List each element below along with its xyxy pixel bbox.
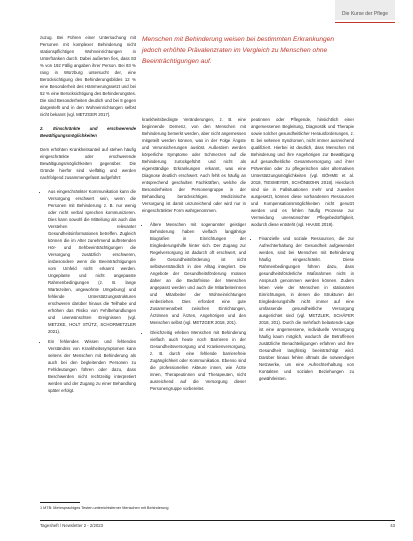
list-item: • Ältere Menschen mit sogenannter geistiger Behinderung haben vielfach langjährige Biografien in Einrichtungen der Eingliederungshilfe hinter sich. Der Zugang zur Regelversorgung ist dadurch oft erschwert, und die Gesundheitsförderung ist nicht selbstverständlich in den Alltag integriert. Die Angebote der Gesundheitsförderung müssen daher an die Bedürfnisse der Menschen angepasst werden und auch die Mitarbeiterinnen und Mitarbeiter der Wohneinrichtungen einbeziehen. Dies erfordert eine gute Zusammenarbeit zwischen Einrichtungen, Ärztinnen und Ärzten, Angehörigen und den Menschen selbst (vgl. METZGER 2018, 201). [150,221,246,326]
header-accent-rule [335,22,395,23]
page-header [0,0,413,18]
list-item: • Gleichzeitig erleben Menschen mit Behinderung vielfach auch heute noch Barrieren in der Gesundheitsversorgung und Krankenversorgung, z. B. durch eine fehlende barrierefreie Zugänglichkeit oder Kommunikation. Ebenso sind die professionellen Akteure innen, wie Ärzte innen, Therapeutinnen und Therapeuten, nicht ausreichend auf die Versorgung dieser Personengruppe vorbereitet. [150,329,246,392]
footnote: 1 MTB: Mehrsprachiges Testen unterrichtsferner Menschen mit Behinderung [40,506,169,510]
section-label: Die Kurse der Pflege [335,0,395,20]
pull-quote: Menschen mit Behinderung weisen bei bestimmten Erkrankungen jedoch erhöhte Prävalenzraten im Vergleich zu Menschen ohne Beeinträchtigungen auf. [142,36,335,65]
bullet-list [251,235,354,382]
page-footer [40,523,395,528]
list-item: • Aus eingeschränkter Kommunikation kann die Versorgung erschwert sein, wenn die Personen mit Behinderung z. B. nur wenig oder nicht verbal sprechen kommunizieren. Dies kann sowohl die Mitteilung als auch das Verstehen relevanter Gesundheitsinformationen betreffen. Zugleich können die im Alter zunehmend auftretenden Hör- und Sehbeeinträchtigungen die Versorgung zusätzlich erschweren, insbesondere wenn die Beeinträchtigungen vom Umfeld nicht erkannt werden. Ungeplante und nicht angepasste Rahmenbedingungen (z. B. lange Wartezeiten, ungewohnte Umgebung) und fehlende Unterstützungsstrukturen erschweren darüber hinaus die Teilhabe und erhöhen das Risiko von Fehlbehandlungen und unerwünschten Ereignissen (vgl. METZKE, HOLT STÜTZ, SCHORMETZLER 2021). [48,188,136,335]
footnote-rule [40,502,80,503]
list-item: • Finanzielle und soziale Ressourcen, die zur Aufrechterhaltung der Gesundheit aufgewendet werden, sind bei Menschen mit Behinderung häufig eingeschränkt. Diese Rahmenbedingungen führen dazu, dass gesundheitsförderliche Maßnahmen nicht in Anspruch genommen werden können. Zudem leben viele der Menschen in stationären Einrichtungen, in denen die Strukturen der Eingliederungshilfe nicht immer auf eine umfassende gesundheitliche Versorgung ausgerichtet sind (vgl. METZLER, SCHÄFER 2018, 201). Durch die mehrfach belastende Lage ist eine angemessene, individuelle Versorgung häufig kaum möglich, wodurch die Betroffenen zusätzliche Benachteiligungen erfahren und ihre Gesundheit langfristig beeinträchtigt wird. Darüber hinaus fehlen oftmals die notwendigen Netzwerke, um eine Aufrechterhaltung von Kontakten und sozialen Beziehungen zu gewährleisten. [259,235,354,382]
paragraph: krankheitsbedingte Veränderungen, z. B. eine beginnende Demenz, von den Menschen mit Behinderung bemerkt werden, aber nicht angemessen mitgeteilt werden können, was in der Folge Ängste und Verunsicherungen auslöst. Außerdem werden körperliche Symptome oder Schmerzen auf die Behinderung zurückgeführt und nicht als eigenständige Erkrankungen erkannt, was eine Diagnose deutlich erschwert. Auch fehlt es häufig an entsprechend geschulten Fachkräften, welche die Besonderheiten der Personengruppe in der Behandlung berücksichtigen. Medizinische Versorgung ist damit unzureichend oder wird nur in eingeschränkter Form wahrgenommen. [142,117,246,213]
paragraph: Dem erhöhten Krankheitsanteil auf stehen häufig eingeschränkte oder erschwerende Bewältigungsmöglichkeiten gegenüber. Die Gründe hierfür sind vielfältig und werden nachfolgend zusammengefasst aufgeführt: [40,147,136,180]
paragraph: peutinnen oder Pflegende, hinsichtlich einer angemessenen Begleitung, Diagnostik und Therapie sowie solcher gesundheitlicher Herausforderungen, z. B. bei seltenen Syndromen, nicht immer ausreichend qualifiziert. Hierbei ist deutlich, dass Menschen mit Behinderung und ihre Angehörigen zur Bewältigung auf gesundheitliche Gesamtversorgung und ihrer Prävention oder zu pflegerischen oder alternativen Unterstützungsmöglichkeiten (vgl. BÖHME et al. 2018, TIESMEYER, SCHÖNBOHN 2018). Hierdurch sind sie in Fallsituationen mehr und zuweilen ausgesetzt, können diese vorhandenen Ressourcen und Kompensationsmöglichkeiten nicht genutzt werden und es fehlen häufig Prozesse zur Vermeidung unerwünschter Pflegebedürftigkeit, wodurch diese entsteht (vgl. HAASE 2019). [251,117,354,227]
footer-rule [40,520,395,521]
column-middle [142,116,246,396]
publication-label: Tagesheft / Newsletter 2 - 2/2023 [40,523,104,528]
list-item: • Ein fehlendes Wissen und fehlendes Verständnis von Krankheitssymptomen kann seitens der Menschen mit Behinderung als auch bei den begleitenden Personen zu Fehldeutungen führen oder dazu, dass Beschwerden nicht rechtzeitig interpretiert werden und der Zugang zu einer Behandlung später erfolgt. [48,338,136,394]
column-right [251,116,354,386]
bullet-list [142,221,246,392]
section-subheading: 2. Einschränkte und erschwerende Bewältigungsmöglichkeiten [40,126,136,138]
column-left [40,34,136,398]
paragraph: zuzug. Bei Führen einer Untersuchung mit Personen mit komplexer Behinderung nicht stationspflichtigen Wohneinrichtungen in Unterfranken durch. Dabei außerten fies, dass 83 % von 192 Fällig angaben ihrer Person. Bei 93 % rang in Würzburg untersucht der, eine Berücksichtigung des Behinderungsbildes 12 % eine Besonderheit des Hämmerungssetzt und bei 52 % eine Berücksichtigung des Behinderungstes. Die sind Besonderheiten deutlich und bei 8 gegen dargestellt und in den Wohneinrichtungen selbst nicht bekannt (vgl. METZGER 2017). [40,35,136,117]
page-number: 43 [390,523,395,528]
bullet-list [40,188,136,394]
